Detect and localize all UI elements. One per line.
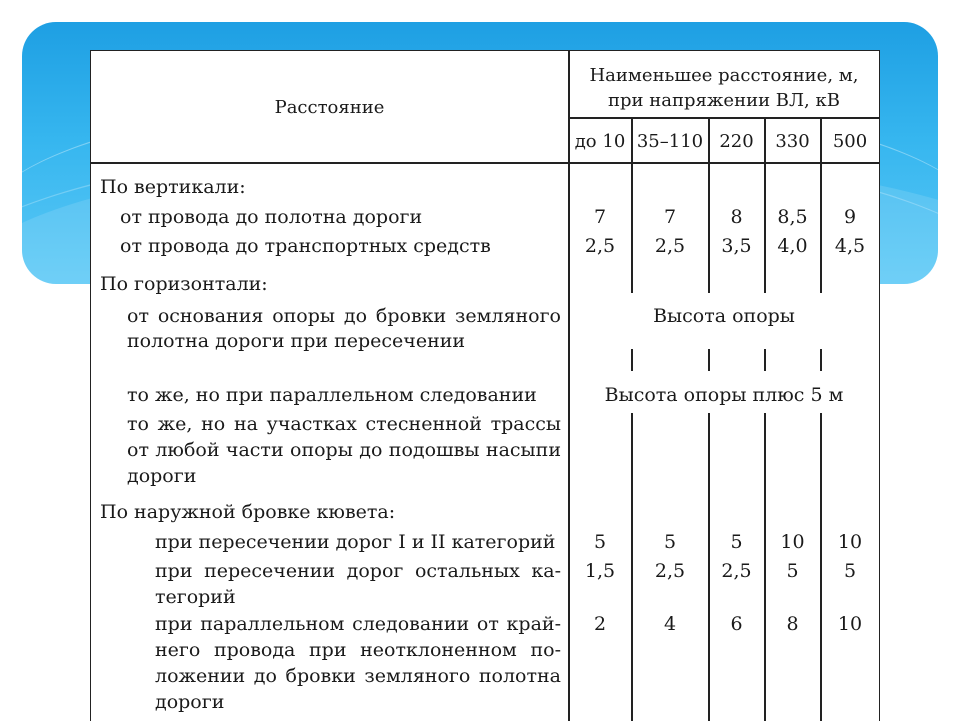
value-cell: 7	[663, 206, 677, 228]
value-cell: 2,5	[584, 235, 616, 257]
header-min-distance-2: при напряжении ВЛ, кВ	[608, 90, 840, 111]
header-distance: Расстояние	[274, 97, 385, 118]
merged-value-parallel: Высота опоры плюс 5 м	[604, 384, 844, 406]
row-label-ditch-parallel-3: ложении до бровки земляного полотна	[155, 665, 561, 687]
value-cell: 2,5	[721, 560, 752, 582]
row-label-ditch-parallel-2: него провода при неотклоненном по-	[155, 639, 561, 661]
value-cell: 3,5	[721, 235, 752, 257]
value-cell: 9	[843, 206, 857, 228]
column-rule	[764, 349, 766, 371]
row-label-other-2: тегорий	[155, 586, 236, 608]
distance-table	[90, 50, 880, 721]
value-cell: 10	[837, 531, 863, 553]
value-cell: 8	[730, 206, 743, 228]
header-min-distance-1: Наименьшее расстояние, м,	[589, 65, 859, 86]
section-vertical: По вертикали:	[100, 176, 246, 198]
merged-value-crossing: Высота опоры	[653, 305, 795, 327]
row-label-ditch-parallel-4: дороги	[155, 691, 225, 713]
header-voltage-220: 220	[719, 131, 754, 152]
header-voltage-10: до 10	[574, 131, 626, 152]
value-cell: 7	[593, 206, 607, 228]
value-cell: 10	[780, 531, 805, 553]
value-cell: 10	[837, 613, 863, 635]
value-cell: 5	[843, 560, 857, 582]
value-cell: 6	[730, 613, 743, 635]
header-voltage-35-110: 35–110	[636, 131, 704, 152]
value-cell: 5	[730, 531, 743, 553]
value-cell: 1,5	[584, 560, 616, 582]
row-label-ditch-parallel-1: при параллельном следовании от край-	[155, 613, 561, 635]
column-rule	[708, 349, 710, 371]
value-cell: 4,5	[834, 235, 866, 257]
header-bottom-rule	[91, 162, 879, 164]
value-cell: 5	[593, 531, 607, 553]
value-cell: 2,5	[654, 235, 686, 257]
section-ditch: По наружной бровке кювета:	[100, 501, 396, 523]
value-cell: 8	[786, 613, 799, 635]
header-voltage-330: 330	[775, 131, 810, 152]
column-rule	[631, 349, 633, 371]
row-label-crossing-2: полотна дороги при пересечении	[127, 330, 466, 352]
value-cell: 5	[786, 560, 799, 582]
row-label-constrained-3: дороги	[127, 465, 197, 487]
value-cell: 8,5	[777, 206, 808, 228]
row-label-crossing-1: от основания опоры до бровки земляного	[127, 305, 561, 327]
value-cell: 2,5	[654, 560, 686, 582]
row-label-cat12: при пересечении дорог I и II категорий	[155, 531, 556, 553]
section-horizontal: По горизонтали:	[100, 273, 268, 295]
value-cell: 4,0	[777, 235, 808, 257]
row-label-constrained-2: от любой части опоры до подошвы насыпи	[127, 439, 561, 461]
row-label-constrained-1: то же, но на участках стесненной трассы	[127, 413, 561, 435]
value-cell: 5	[663, 531, 677, 553]
row-label-parallel: то же, но при параллельном следовании	[127, 384, 537, 406]
column-rule	[820, 349, 822, 371]
value-cell: 2	[593, 613, 607, 635]
value-cell: 4	[663, 613, 677, 635]
header-subdivider	[568, 117, 879, 119]
header-voltage-500: 500	[832, 131, 868, 152]
row-label-road: от провода до полотна дороги	[120, 206, 423, 228]
row-label-other-1: при пересечении дорог остальных ка-	[155, 560, 561, 582]
row-label-vehicles: от провода до транспортных средств	[120, 235, 491, 257]
